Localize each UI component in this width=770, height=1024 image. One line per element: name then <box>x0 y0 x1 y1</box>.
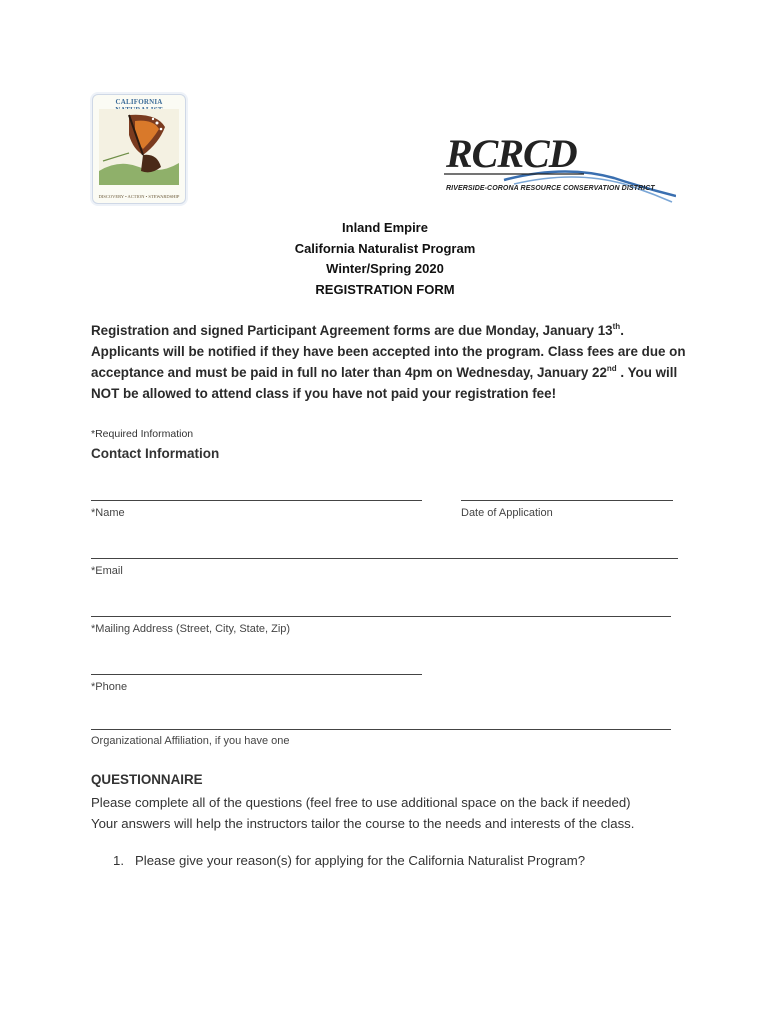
heading-program: California Naturalist Program <box>294 240 476 256</box>
butterfly-icon <box>99 109 179 185</box>
affiliation-label: Organizational Affiliation, if you have one <box>91 735 290 747</box>
form-heading <box>0 218 770 300</box>
email-field[interactable] <box>91 558 678 559</box>
date-of-application-field[interactable] <box>461 500 673 501</box>
affiliation-field[interactable] <box>91 729 671 730</box>
intro-line-3: acceptance and must be paid in full no later than 4pm on Wednesday, January 22nd . You will <box>91 364 678 380</box>
required-note: *Required Information <box>91 428 194 440</box>
rcrcd-logo <box>444 130 676 206</box>
email-label: *Email <box>91 565 123 577</box>
california-naturalist-logo <box>92 94 186 204</box>
rcrcd-subtitle: RIVERSIDE-CORONA RESOURCE CONSERVATION DISTRICT <box>446 185 655 192</box>
heading-region: Inland Empire <box>342 220 428 235</box>
name-label: *Name <box>91 507 125 519</box>
question-number: 1. <box>113 853 124 868</box>
logo-title: CALIFORNIA <box>115 98 163 106</box>
logo-footer: DISCOVERY • ACTION • STEWARDSHIP <box>98 194 180 199</box>
intro-paragraph <box>91 320 691 404</box>
question-text: Please give your reason(s) for applying for the California Naturalist Program? <box>135 853 586 868</box>
heading-form-title: REGISTRATION FORM <box>315 281 455 297</box>
questionnaire-line-2: Your answers will help the instructors tailor the course to the needs and interests of the class. <box>91 816 635 831</box>
contact-heading: Contact Information <box>91 446 220 461</box>
intro-line-4: NOT be allowed to attend class if you have not paid your registration fee! <box>91 386 557 401</box>
questionnaire-line-1: Please complete all of the questions (feel free to use additional space on the back if needed) <box>91 795 631 810</box>
questionnaire-heading: QUESTIONNAIRE <box>91 772 203 787</box>
date-of-application-label: Date of Application <box>461 507 553 519</box>
mailing-address-label: *Mailing Address (Street, City, State, Zip) <box>91 623 291 635</box>
name-field[interactable] <box>91 500 422 501</box>
questionnaire-instructions <box>91 792 711 834</box>
heading-term: Winter/Spring 2020 <box>326 261 444 276</box>
rcrcd-mark: RCRCD <box>446 131 577 176</box>
phone-label: *Phone <box>91 681 128 693</box>
mailing-address-field[interactable] <box>91 616 671 617</box>
intro-line-1: Registration and signed Participant Agreement forms are due Monday, January 13th. <box>91 322 624 338</box>
question-item <box>113 853 585 868</box>
phone-field[interactable] <box>91 674 422 675</box>
intro-line-2: Applicants will be notified if they have been accepted into the program. Class fees are due on <box>91 344 686 359</box>
